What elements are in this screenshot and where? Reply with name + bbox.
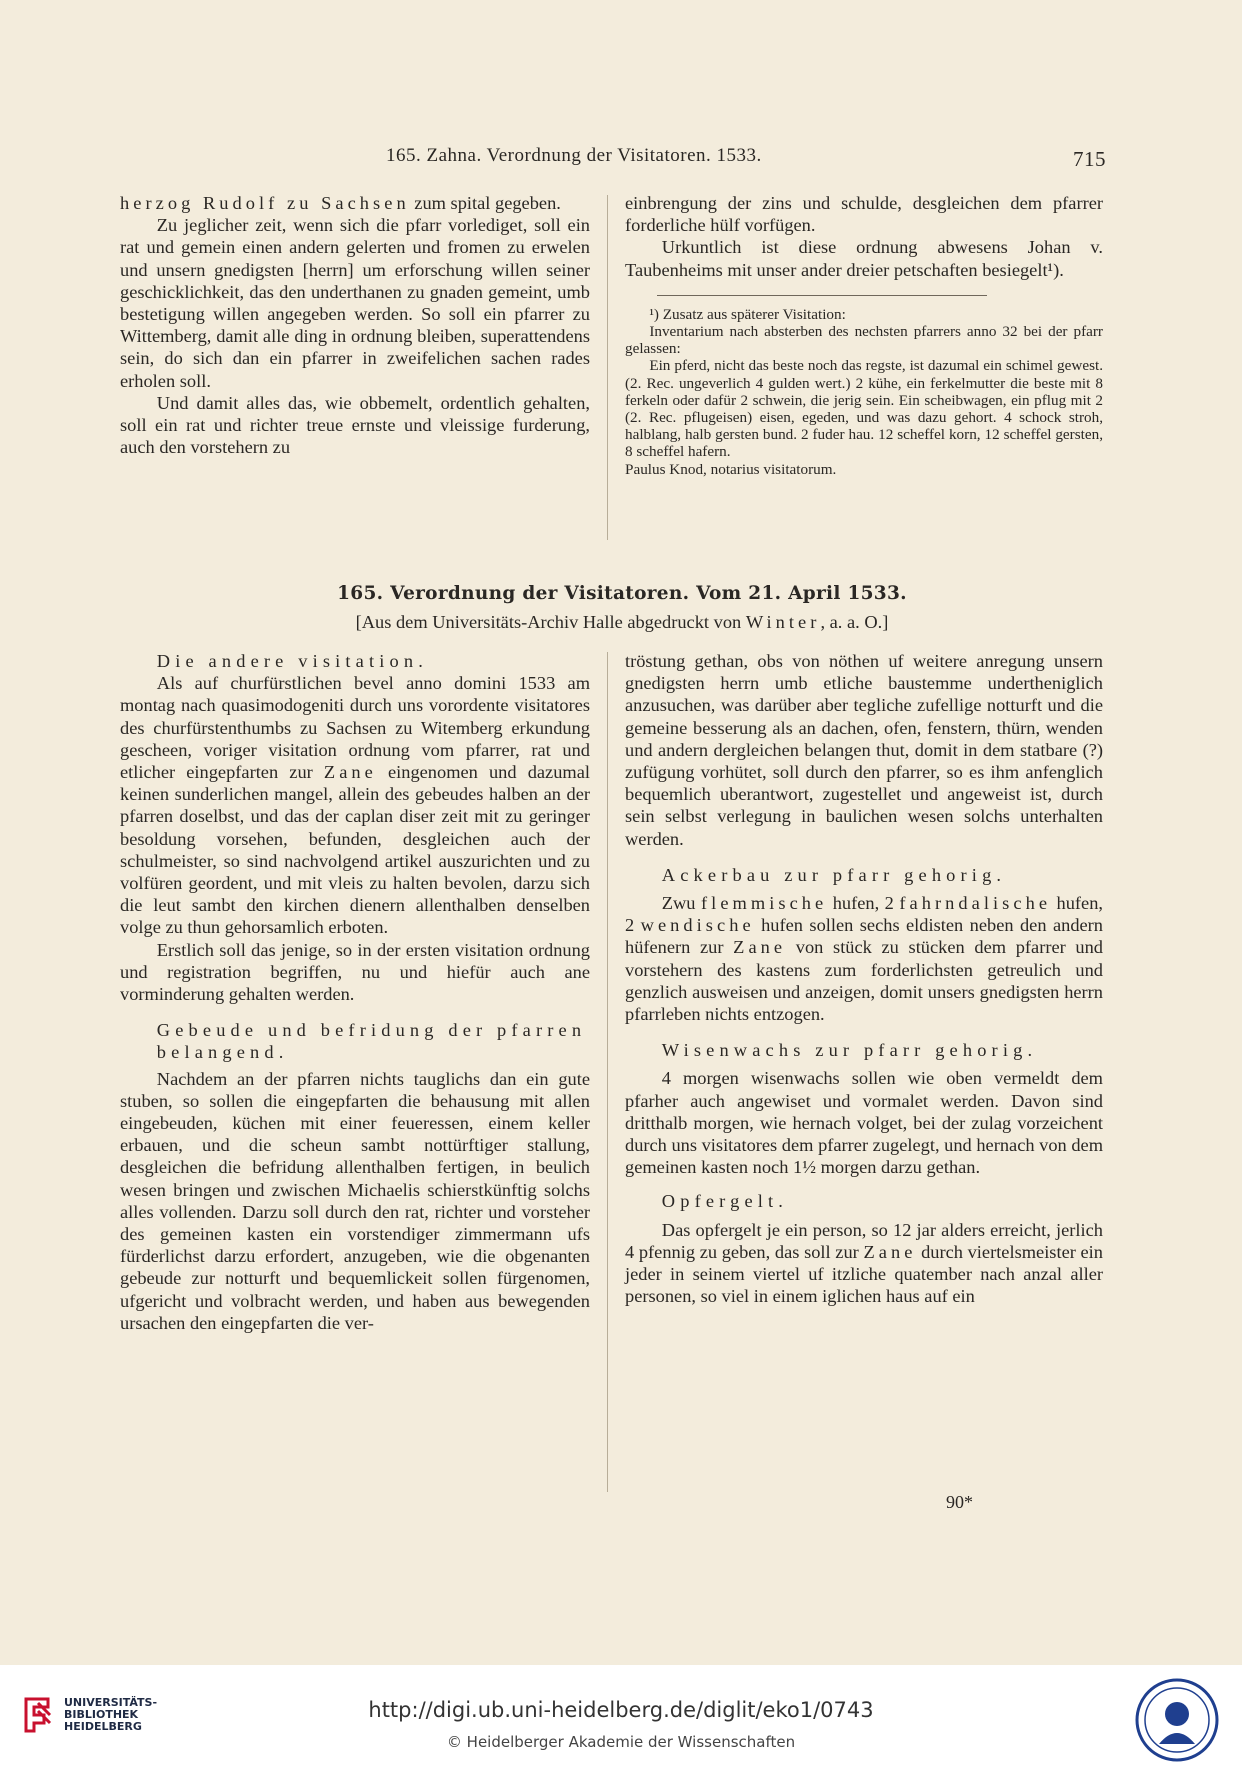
- subheading: Die andere visitation.: [156, 651, 428, 671]
- top-left-column: [120, 192, 590, 458]
- paragraph-text: durch viertelsmeister ein jeder in seinem viertel uf itzliche quatember nach anzal aller personen, so viel in einem iglichen haus auf ein: [625, 1241, 1103, 1307]
- copyright-notice: © Heidelberger Akademie der Wissenschaften: [446, 1733, 796, 1751]
- paragraph: Und damit alles das, wie obbemelt, ordentlich gehalten, soll ein rat und richter treue ernste und vleissige furderung, auch den vorstehern zu: [120, 392, 590, 458]
- paragraph-text: hufen sollen sechs eldisten neben den andern hüfenern zur: [625, 915, 1103, 958]
- source-text: , a. a. O.]: [820, 612, 889, 632]
- bottom-right-column: [625, 650, 1103, 1307]
- paragraph: [120, 192, 590, 214]
- footer-bar: [0, 1665, 1242, 1771]
- paragraph: [625, 1219, 1103, 1308]
- paragraph-text: hufen, 2: [827, 893, 900, 914]
- running-head: [386, 145, 1106, 171]
- spaced-name: Zane: [323, 762, 377, 783]
- library-name-line: HEIDELBERG: [64, 1720, 142, 1733]
- paragraph-text: von stück zu stücken dem pfarrer und vorstehern des kastens zum forderlichsten getreulich und genzlich ausweisen und anzeigen, domit unsers gnedigsten herrn pfarrleben nichts entzogen.: [625, 937, 1103, 1025]
- page-number: 715: [1073, 147, 1106, 171]
- source-text: [Aus dem Universitäts-Archiv Halle abgedruckt von: [355, 612, 746, 632]
- footnote: [625, 306, 1103, 478]
- spaced-name: Zane: [733, 937, 787, 958]
- paragraph: [120, 672, 590, 938]
- bottom-left-column: [120, 650, 590, 1334]
- paragraph-text: Das opfergelt je ein person, so 12 jar alders erreicht, jerlich 4 pfennig zu geben, das soll zur: [625, 1219, 1103, 1262]
- library-name-line: UNIVERSITÄTS-: [64, 1696, 158, 1709]
- spaced-name: herzog Rudolf zu Sachsen: [120, 193, 410, 213]
- subheading: Opfergelt.: [661, 1191, 789, 1212]
- paragraph: Nachdem an der pfarren nichts tauglichs dan ein gute stuben, so sollen die eingepfarten die behausung mit allen eingebeuden, küchen mit einer feueressen, einem keller erbauen, und die scheun sambt nottürftiger stallung, desgleichen die befridung allenthalben fertigen, in beulich wesen bringen und zwischen Michaelis schierstkünftig solchs alles vollenden. Darzu soll durch den rat, richter und vorsteher des gemeinen kasten ein vorstendiger zimmermann ufs fürderlichst darzu erfordert, anzugeben, wie die obgenanten gebeude zur notturft und bequemlickeit sollen fürgenomen, ufgericht und volbracht werden, und haben aus bewegenden ursachen den eingepfarten die ver-: [120, 1068, 590, 1333]
- seal-head: [1165, 1702, 1189, 1726]
- paragraph-text: zum spital gegeben.: [409, 193, 561, 213]
- paragraph: Urkuntlich ist diese ordnung abwesens Johan v. Taubenheims mit unser ander dreier petschaften besiegelt¹).: [625, 237, 1103, 280]
- paragraph: Erstlich soll das jenige, so in der ersten visitation ordnung und registration begriffen, nu und hiefür auch ane vorminderung gehalten werden.: [120, 939, 590, 1005]
- column-divider: [607, 652, 608, 1492]
- paragraph: 4 morgen wisenwachs sollen wie oben vermeldt dem pfarher auch angewiset und vormalet werden. Davon sind dritthalb morgen, wie hernach volget, bei der zulag vorzeichent durch uns visitatores dem pfarrer zugelegt, und hernach von dem gemeinen kasten noch 1½ morgen darzu gethan.: [625, 1068, 1103, 1178]
- subheading: belangend.: [156, 1042, 289, 1063]
- spaced-word: flemmische: [700, 893, 828, 914]
- spaced-word: wendische: [640, 915, 755, 936]
- subheading: Ackerbau zur pfarr gehorig.: [661, 864, 1007, 885]
- paragraph: tröstung gethan, obs von nöthen uf weitere anregung unsern gnedigsten herrn umb etliche baustemme undertheniglich anzusuchen, was darüber aber tegliche zufellige notturft und die gemeine besserung als an dachen, ofen, fenstern, thürn, wenden und andern dergleichen belangen thut, domit in dem statbare (?) zufügung vorhütet, soll durch den pfarrer, so es ihm anfenglich bequemlich uberantwort, zugestellet und angeweist ist, durch sein selbst verlegung in baulichen wesen solchs unterhalten werden.: [625, 651, 1103, 849]
- footnote-signature: Paulus Knod, notarius visitatorum.: [625, 460, 837, 478]
- section-title: 165. Verordnung der Visitatoren. Vom 21. April 1533.: [337, 583, 907, 604]
- library-name-line: BIBLIOTHEK: [64, 1708, 139, 1721]
- signature-mark: 90*: [946, 1492, 973, 1512]
- footnote-paragraph: Inventarium nach absterben des nechsten pfarrers anno 32 bei der pfarr gelassen:: [625, 323, 1103, 358]
- running-head-title: 165. Zahna. Verordnung der Visitatoren. 1533.: [386, 145, 762, 166]
- top-right-column: [625, 192, 1103, 478]
- paragraph: [625, 892, 1103, 1025]
- paragraph-text: eingenomen und dazumal keinen sunderlichen mangel, allein des gebeudes halben an der pfarren doselbst, und das der caplan diser zeit mit zu geringer besoldung vorsehen, befunden, desgleichen auch der schulmeister, so sind nachvolgend artikel auszurichten und zu volfüren geordent, und mit vleis zu halten bevolen, darzu sich die leut sambt den kirchen dienern allenthalben denselben volge zu thun gehorsamlich erboten.: [120, 762, 590, 938]
- spaced-name: Zane: [863, 1241, 917, 1262]
- footnote-paragraph: Ein pferd, nicht das beste noch das regste, ist dazumal ein schimel gewest. (2. Rec. ungeverlich 4 gulden wert.) 2 kühe, ein ferkelmutter die beste mit 8 ferkeln oder dafür 2 schwein, die jerig sein. Ein scheibwagen, ein pflug mit 2 (2. Rec. pflugeisen) eisen, egeden, und was dazu gehort. 4 schock stroh, halblang, halb gersten bund. 2 fuder hau. 12 scheffel korn, 12 scheffel gersten, 8 scheffel hafern.: [625, 357, 1103, 461]
- subheading: Wisenwachs zur pfarr gehorig.: [661, 1040, 1038, 1061]
- paragraph-text: Zwu: [661, 893, 701, 914]
- permalink-url[interactable]: http://digi.ub.uni-heidelberg.de/diglit/eko1/0743: [368, 1698, 874, 1722]
- paragraph: Zu jeglicher zeit, wenn sich die pfarr vorlediget, soll ein rat und gemein einen andern gelerten und fromen zu erwelen und unsern gnedigsten [herrn] um erforschung willen seiner geschicklichkeit, das den underthanen zu gnaden gemeint, umb bestetigung willen angegeben werden. So soll ein pfarrer zu Wittemberg, damit alle ding in ordnung bleiben, superattendens sein, do sich dan ein pfarrer in zweifelichen sachen rades erholen soll.: [120, 215, 590, 391]
- academy-seal-icon: [1135, 1678, 1219, 1762]
- spaced-word: fahrndalische: [899, 893, 1052, 914]
- paragraph-text: hufen, 2: [625, 893, 1103, 936]
- subheading: Gebeude und befridung der pfarren: [156, 1020, 587, 1041]
- paragraph-text: Als auf churfürstlichen bevel anno domini 1533 am montag nach quasimodogeniti durch uns vorordente visitatores des churfürstenthumbs zu Sachsen zu Witemberg erkundung gescheen, voriger visitation ordnung vom pfarrer, rat und etlicher eingepfarten zur: [120, 673, 590, 783]
- source-note: [120, 612, 1124, 633]
- paragraph: einbrengung der zins und schulde, desgleichen dem pfarrer forderliche hülf vorfügen.: [625, 193, 1103, 236]
- source-author: Winter: [745, 612, 821, 632]
- column-divider: [607, 195, 608, 540]
- footnote-rule: [657, 295, 987, 296]
- footnote-title: ¹) Zusatz aus späterer Visitation:: [649, 305, 846, 323]
